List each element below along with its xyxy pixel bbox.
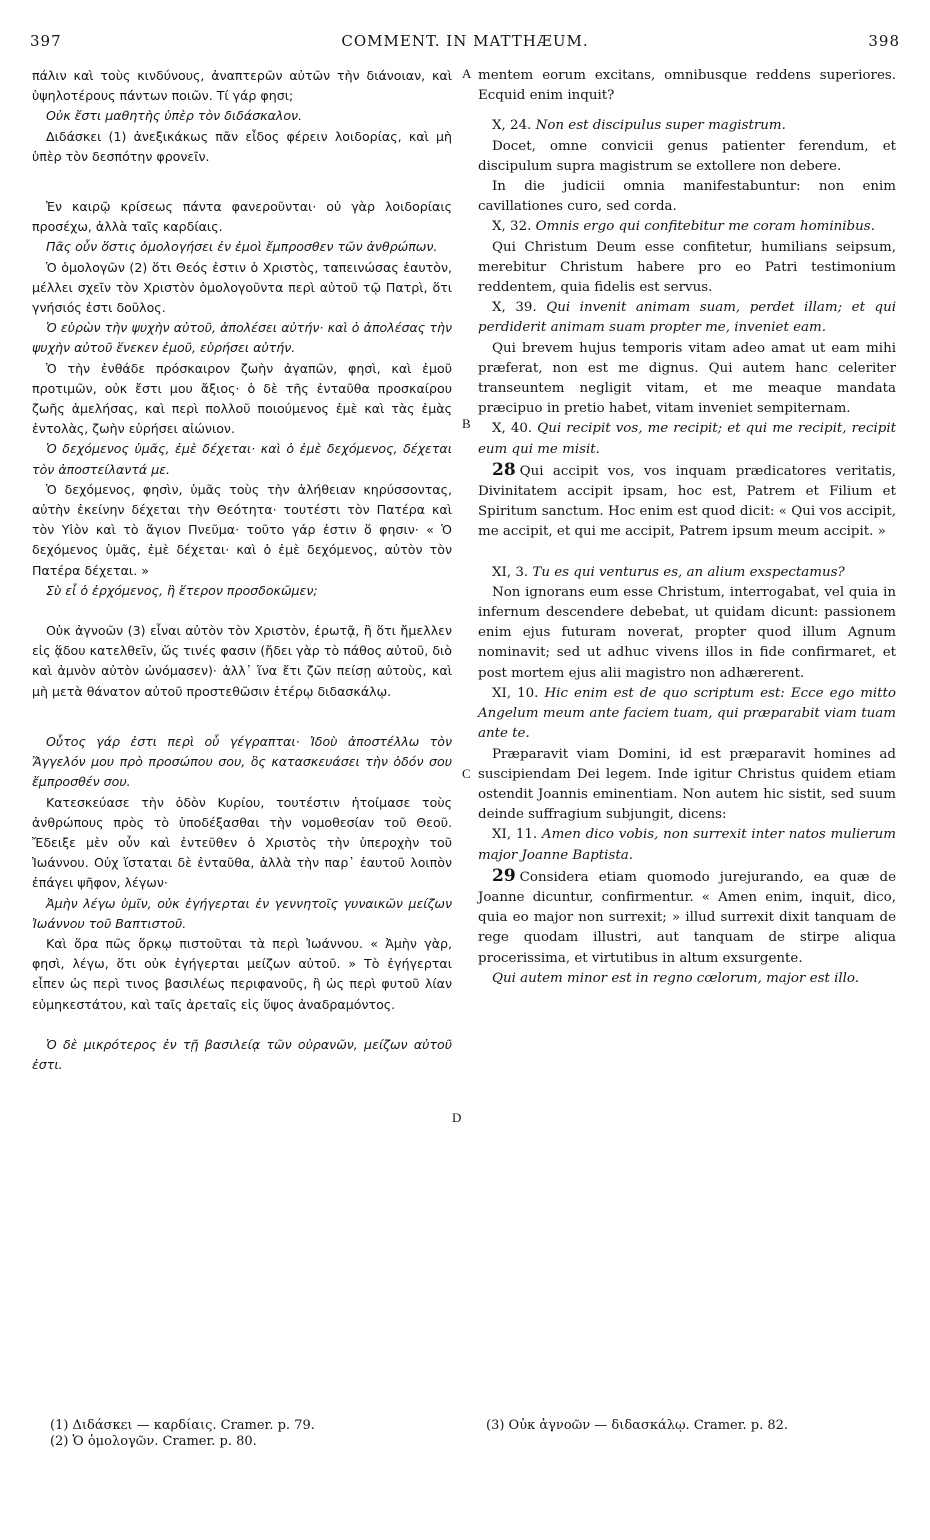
margin-letter-d: D xyxy=(452,1110,462,1125)
greek-scripture-lemma: Ὁ εὑρὼν τὴν ψυχὴν αὐτοῦ, ἀπολέσει αὐτήν· καὶ ὁ ἀπολέσας τὴν ψυχὴν αὐτοῦ ἕνεκεν ἐμοῦ, εὑρήσει αὐτήν. xyxy=(32,320,452,356)
verse-reference: XI, 10. xyxy=(492,685,539,701)
margin-letter-c: C xyxy=(462,766,471,781)
greek-scripture-lemma: Οὐκ ἔστι μαθητὴς ὑπὲρ τὸν διδάσκαλον. xyxy=(46,108,303,124)
section-number: 29 xyxy=(492,865,516,886)
verse-reference: X, 39. xyxy=(492,300,537,316)
greek-scripture-lemma: Ὁ δεχόμενος ὑμᾶς, ἐμὲ δέχεται· καὶ ὁ ἐμὲ δεχόμενος, δέχεται τὸν ἀποστείλαντά με. xyxy=(32,441,452,477)
latin-column xyxy=(478,66,896,989)
latin-scripture-lemma xyxy=(478,116,896,136)
greek-scripture-lemma: Πᾶς οὖν ὅστις ὁμολογήσει ἐν ἐμοὶ ἔμπροσθεν τῶν ἀνθρώπων. xyxy=(46,239,438,255)
latin-scripture-lemma xyxy=(478,298,896,338)
lemma-text: Omnis ergo qui confitebitur me coram hominibus. xyxy=(535,219,875,235)
latin-paragraph: Docet, omne convicii genus patienter ferendum, et discipulum supra magistrum se extollere non debere. xyxy=(478,138,896,174)
greek-scripture-lemma: Οὗτος γάρ ἐστι περὶ οὗ γέγραπται· Ἰδοὺ ἀποστέλλω τὸν Ἄγγελόν μου πρὸ προσώπου σου, ὃς κατασκευάσει τὴν ὁδόν σου ἔμπροσθέν σου. xyxy=(32,733,452,790)
latin-scripture-lemma xyxy=(478,217,896,237)
greek-paragraph: Ἐν καιρῷ κρίσεως πάντα φανεροῦνται· οὐ γὰρ λοιδορίαις προσέχω, ἀλλὰ ταῖς καρδίαις. xyxy=(32,199,452,235)
latin-paragraph: Qui Christum Deum esse confitetur, humilians seipsum, merebitur Christum habere pro eo Patri testimonium reddentem, quia fidelis est servus. xyxy=(478,239,896,296)
footnotes-greek xyxy=(50,1418,450,1450)
greek-paragraph: πάλιν καὶ τοὺς κινδύνους, ἀναπτερῶν αὐτῶν τὴν διάνοιαν, καὶ ὑψηλοτέρους πάντων ποιῶν. Τί γάρ φησι; xyxy=(32,68,452,104)
footnote: (2) Ὁ ὁμολογῶν. Cramer. p. 80. xyxy=(50,1434,257,1449)
paragraph-text: Considera etiam quomodo jurejurando, ea quæ de Joanne dicuntur, confirmentur. « Amen enim, inquit, dico, quia eo major non surrexit; » illud surrexit dixit tanquam de rege quodam illustri, aut tanquam de stirpe aliqua procerissima, et virtutibus in altum exsurgente. xyxy=(478,869,896,966)
greek-paragraph: Διδάσκει (1) ἀνεξικάκως πᾶν εἶδος φέρειν λοιδορίας, καὶ μὴ ὑπὲρ τὸν δεσπότην φρονεῖν. xyxy=(32,128,452,164)
latin-scripture-lemma xyxy=(478,563,896,583)
latin-scripture-lemma xyxy=(478,825,896,865)
section-number: 28 xyxy=(492,459,516,480)
latin-paragraph: In die judicii omnia manifestabuntur: non enim cavillationes curo, sed corda. xyxy=(478,179,896,215)
verse-reference: X, 32. xyxy=(492,219,532,235)
greek-paragraph: Κατεσκεύασε τὴν ὁδὸν Κυρίου, τουτέστιν ἡτοίμασε τοὺς ἀνθρώπους πρὸς τὸ ὑποδέξασθαι τὴν νομοθεσίαν τοῦ Θεοῦ. Ἔδειξε μὲν οὖν καὶ ἐντεῦθεν ὁ Χριστὸς τὴν ὑπεροχὴν τοῦ Ἰωάννου. Οὐχ ἵσταται δὲ ἐνταῦθα, ἀλλὰ τὴν παρ᾽ ἑαυτοῦ λοιπὸν ἐπάγει ψῆφον, λέγων· xyxy=(32,794,452,891)
verse-reference: X, 24. xyxy=(492,118,532,134)
verse-reference: X, 40. xyxy=(492,421,533,437)
latin-scripture-lemma xyxy=(478,419,896,459)
running-title: COMMENT. IN MATTHÆUM. xyxy=(341,32,589,50)
paragraph-text: Qui accipit vos, vos inquam prædicatores veritatis, Divinitatem accipit ipsam, hoc est, Patrem et Filium et Spiritum sanctum. Hoc enim est quod dicit: « Qui vos accipit, me accipit, et qui me accipit, Patrem ipsum meum accipit. » xyxy=(478,463,896,540)
lemma-text: Qui recipit vos, me recipit; et qui me recipit, recipit eum qui me misit. xyxy=(478,421,896,457)
page-number-left: 397 xyxy=(30,32,62,50)
greek-scripture-lemma: Ὁ δὲ μικρότερος ἐν τῇ βασιλείᾳ τῶν οὐρανῶν, μείζων αὐτοῦ ἐστι. xyxy=(32,1036,452,1072)
footnote: (3) Οὐκ ἀγνοῶν — διδασκάλῳ. Cramer. p. 82. xyxy=(486,1418,789,1433)
verse-reference: XI, 3. xyxy=(492,564,529,580)
greek-paragraph: Οὐκ ἀγνοῶν (3) εἶναι αὐτὸν τὸν Χριστὸν, ἐρωτᾷ, ἢ ὅτι ἤμελλεν εἰς ᾅδου κατελθεῖν, ὥς τινές φασιν (ἤδει γὰρ τὸ πάθος αὐτοῦ, διὸ καὶ ἀμνὸν αὐτὸν ὠνόμασεν)· ἀλλ᾽ ἵνα ἔτι ζῶν πείσῃ αὐτοὺς, καὶ μὴ μετὰ θάνατον αὐτοῦ προστεθῶσιν ἑτέρῳ διδασκάλῳ. xyxy=(32,623,452,699)
page-number-right: 398 xyxy=(868,32,900,50)
latin-paragraph: Non ignorans eum esse Christum, interrogabat, vel quia in infernum descendere debebat, ut quidam dicunt: passionem enim ejus futuram noverat, propter quod illum Agnum nominavit; sed ut adhuc vivens illos in fide confirmaret, et post mortem ejus alii magistro non adhærerent. xyxy=(478,584,896,681)
footnotes-latin xyxy=(486,1418,896,1434)
footnote: (1) Διδάσκει — καρδίαις. Cramer. p. 79. xyxy=(50,1418,315,1433)
lemma-text: Non est discipulus super magistrum. xyxy=(535,118,786,134)
latin-paragraph xyxy=(478,866,896,969)
margin-letter-b: B xyxy=(462,416,471,431)
greek-paragraph: Ὁ ὁμολογῶν (2) ὅτι Θεός ἐστιν ὁ Χριστὸς, ταπεινώσας ἑαυτὸν, μέλλει σχεῖν τὸν Χριστὸν ὁμολογοῦντα περὶ αὐτοῦ τῷ Πατρὶ, ὅτι γνήσιός ἐστι δοῦλος. xyxy=(32,259,452,316)
margin-letter-a: A xyxy=(462,66,472,81)
greek-paragraph: Ὁ τὴν ἐνθάδε πρόσκαιρον ζωὴν ἀγαπῶν, φησὶ, καὶ ἐμοῦ προτιμῶν, οὐκ ἔστι μου ἄξιος· ὁ δὲ τῆς ἐνταῦθα προσκαίρου ζωῆς ἀμελήσας, καὶ περὶ πολλοῦ ποιούμενος ἐμὲ καὶ τὰς ἐμὰς ἐντολὰς, ζωὴν εὑρήσει αἰώνιον. xyxy=(32,360,452,437)
latin-scripture-lemma xyxy=(478,684,896,745)
latin-paragraph: Præparavit viam Domini, id est præparavit homines ad suscipiendam Dei legem. Inde igitur Christus quidem etiam ostendit Joannis eminentiam. Non autem hic sistit, sed suum deinde suffragium subjungit, dicens: xyxy=(478,746,896,823)
greek-scripture-lemma: Σὺ εἶ ὁ ἐρχόμενος, ἢ ἕτερον προσδοκῶμεν; xyxy=(46,582,318,598)
greek-paragraph: Ὁ δεχόμενος, φησὶν, ὑμᾶς τοὺς τὴν ἀλήθειαν κηρύσσοντας, αὐτὴν ἐκείνην δέχεται τὴν Θεότητα· τουτέστι τὸν Πατέρα καὶ τὸν Υἱὸν καὶ τὸ ἅγιον Πνεῦμα· τοῦτο γάρ ἐστιν ὅ φησιν· « Ὁ δεχόμενος ὑμᾶς, ἐμὲ δέχεται· καὶ ὁ ἐμὲ δεχόμενος, αὐτὸν τὸν Πατέρα δέχεται. » xyxy=(32,481,452,578)
page-header xyxy=(30,32,900,58)
latin-paragraph: Qui brevem hujus temporis vitam adeo amat ut eam mihi præferat, non est me dignus. Qui autem hanc celeriter transeuntem negligit vitam, et me meaque mandata præcipuo in pretio habet, vitam inveniet sempiternam. xyxy=(478,340,896,417)
lemma-text: Amen dico vobis, non surrexit inter natos mulierum major Joanne Baptista. xyxy=(478,827,896,863)
latin-paragraph xyxy=(478,460,896,543)
latin-paragraph: mentem eorum excitans, omnibusque reddens superiores. Ecquid enim inquit? xyxy=(478,68,896,104)
greek-paragraph: Καὶ ὅρα πῶς ὅρκῳ πιστοῦται τὰ περὶ Ἰωάννου. « Ἀμὴν γὰρ, φησὶ, λέγω, ὅτι οὐκ ἐγήγερται μείζων αὐτοῦ. » Τὸ ἐγήγερται εἶπεν ὡς περὶ τινος βασιλέως περιφανοῦς, ἢ ὡς περὶ φυτοῦ λίαν εὐμηκεστάτου, καὶ ταῖς ἀρεταῖς εἰς ὕψος ἀναδραμόντος. xyxy=(32,935,452,1012)
latin-scripture-lemma: Qui autem minor est in regno cœlorum, major est illo. xyxy=(492,970,860,986)
lemma-text: Qui invenit animam suam, perdet illam; et qui perdiderit animam suam propter me, inveniet eam. xyxy=(478,300,896,336)
lemma-text: Tu es qui venturus es, an alium exspectamus? xyxy=(532,564,845,580)
greek-column xyxy=(32,66,452,1075)
greek-scripture-lemma: Ἀμὴν λέγω ὑμῖν, οὐκ ἐγήγερται ἐν γεννητοῖς γυναικῶν μείζων Ἰωάννου τοῦ Βαπτιστοῦ. xyxy=(32,895,452,931)
verse-reference: XI, 11. xyxy=(492,827,538,843)
lemma-text: Hic enim est de quo scriptum est: Ecce ego mitto Angelum meum ante faciem tuam, qui præparabit viam tuam ante te. xyxy=(478,685,896,742)
